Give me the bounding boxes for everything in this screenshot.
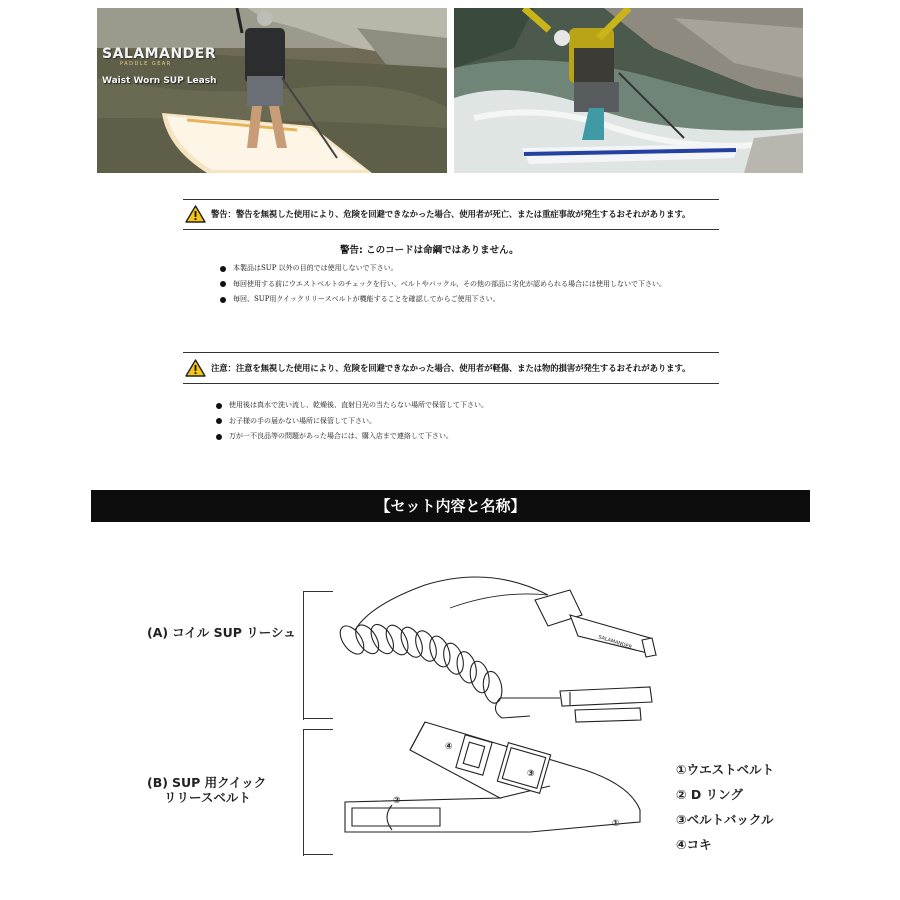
warning-bottom-rule <box>183 229 719 230</box>
coil-loop <box>335 622 368 659</box>
quick-release-belt-illustration <box>345 722 640 832</box>
marker-waist-belt: ① <box>612 819 620 829</box>
part-b-bracket-spine <box>303 729 304 856</box>
coil-loop <box>454 650 480 686</box>
warning-heading: 警告：警告を無視した使用により、危険を回避できなかった場合、使用者が死亡、または重症事故が発生するおそれがあります。 <box>211 209 691 219</box>
caution-heading-row <box>185 359 690 377</box>
brand-sub: PADDLE GEAR <box>120 61 172 67</box>
list-item: 本製品はSUP 以外の目的では使用しないで下さい。 <box>220 261 666 277</box>
warning-subheading: 警告: このコードは命綱ではありません。 <box>340 245 519 256</box>
warning-triangle-icon <box>185 205 206 223</box>
part-b-label <box>147 775 266 805</box>
bullet-icon <box>220 297 226 303</box>
list-item: お子様の手の届かない場所に保管して下さい。 <box>216 414 488 430</box>
warning-top-rule <box>183 199 719 200</box>
leash-brand-text: SALAMANDER <box>597 634 633 651</box>
bullet-icon <box>216 418 222 424</box>
part-b-code: (B) <box>147 775 168 790</box>
part-a-bracket-spine <box>303 591 304 720</box>
coil-loop <box>467 659 491 694</box>
photo-calm-water-paddler <box>97 8 447 173</box>
set-contents-banner: 【セット内容と名称】 <box>91 490 810 522</box>
leash-and-belt-diagram <box>330 560 670 860</box>
bullet-icon <box>216 403 222 409</box>
coil-loop <box>412 628 441 664</box>
marker-buckle: ③ <box>527 769 535 779</box>
list-item: 万が一不良品等の問題があった場合には、購入店まで連絡して下さい。 <box>216 429 488 445</box>
list-item: 使用後は真水で洗い流し、乾燥後、直射日光の当たらない場所で保管して下さい。 <box>216 398 488 414</box>
parts-legend <box>676 757 774 857</box>
marker-d-ring: ② <box>393 796 401 806</box>
legend-waist-belt: ①ウエストベルト <box>676 762 775 777</box>
coil-loop <box>481 670 504 705</box>
coil-loop <box>426 633 454 669</box>
caution-top-rule <box>183 352 719 353</box>
caution-heading: 注意：注意を無視した使用により、危険を回避できなかった場合、使用者が軽傷、または物的損害が発生するおそれがあります。 <box>211 363 691 373</box>
part-b-bracket <box>303 729 333 855</box>
caution-bottom-rule <box>183 383 719 384</box>
caution-triangle-icon <box>185 359 206 377</box>
brand-name: SALAMANDER <box>102 46 217 62</box>
coil-loop <box>440 641 467 677</box>
part-a-label <box>147 625 296 640</box>
coil-loop <box>367 621 399 658</box>
warning-heading-row <box>185 205 690 223</box>
list-item: 毎回、SUP用クイックリリースベルトが機能することを確認してからご使用下さい。 <box>220 292 666 308</box>
bullet-icon <box>220 266 226 272</box>
part-b-name-line1: SUP 用クイック <box>171 775 267 790</box>
part-a-bracket <box>303 591 333 719</box>
photo-whitewater-jump <box>454 8 803 173</box>
brand-caption: Waist Worn SUP Leash <box>102 76 217 86</box>
part-b-name-line2: リリースベルト <box>164 790 251 805</box>
caution-list <box>216 398 488 445</box>
coil-loop <box>351 621 383 658</box>
marker-keeper: ④ <box>445 742 453 752</box>
legend-d-ring: ② D リング <box>676 787 743 802</box>
brand-logo <box>102 46 217 86</box>
legend-belt-buckle: ③ベルトバックル <box>676 812 774 827</box>
legend-keeper: ④コキ <box>676 837 712 852</box>
list-item: 毎回使用する前にウエストベルトのチェックを行い、ベルトやバックル、その他の部品に劣化が認められる場合には使用しないで下さい。 <box>220 277 666 293</box>
warning-list <box>220 261 666 308</box>
bullet-icon <box>216 434 222 440</box>
bullet-icon <box>220 281 226 287</box>
part-a-code: (A) <box>147 625 169 640</box>
coil-leash-illustration <box>335 577 656 722</box>
part-a-name: コイル SUP リーシュ <box>172 625 296 640</box>
